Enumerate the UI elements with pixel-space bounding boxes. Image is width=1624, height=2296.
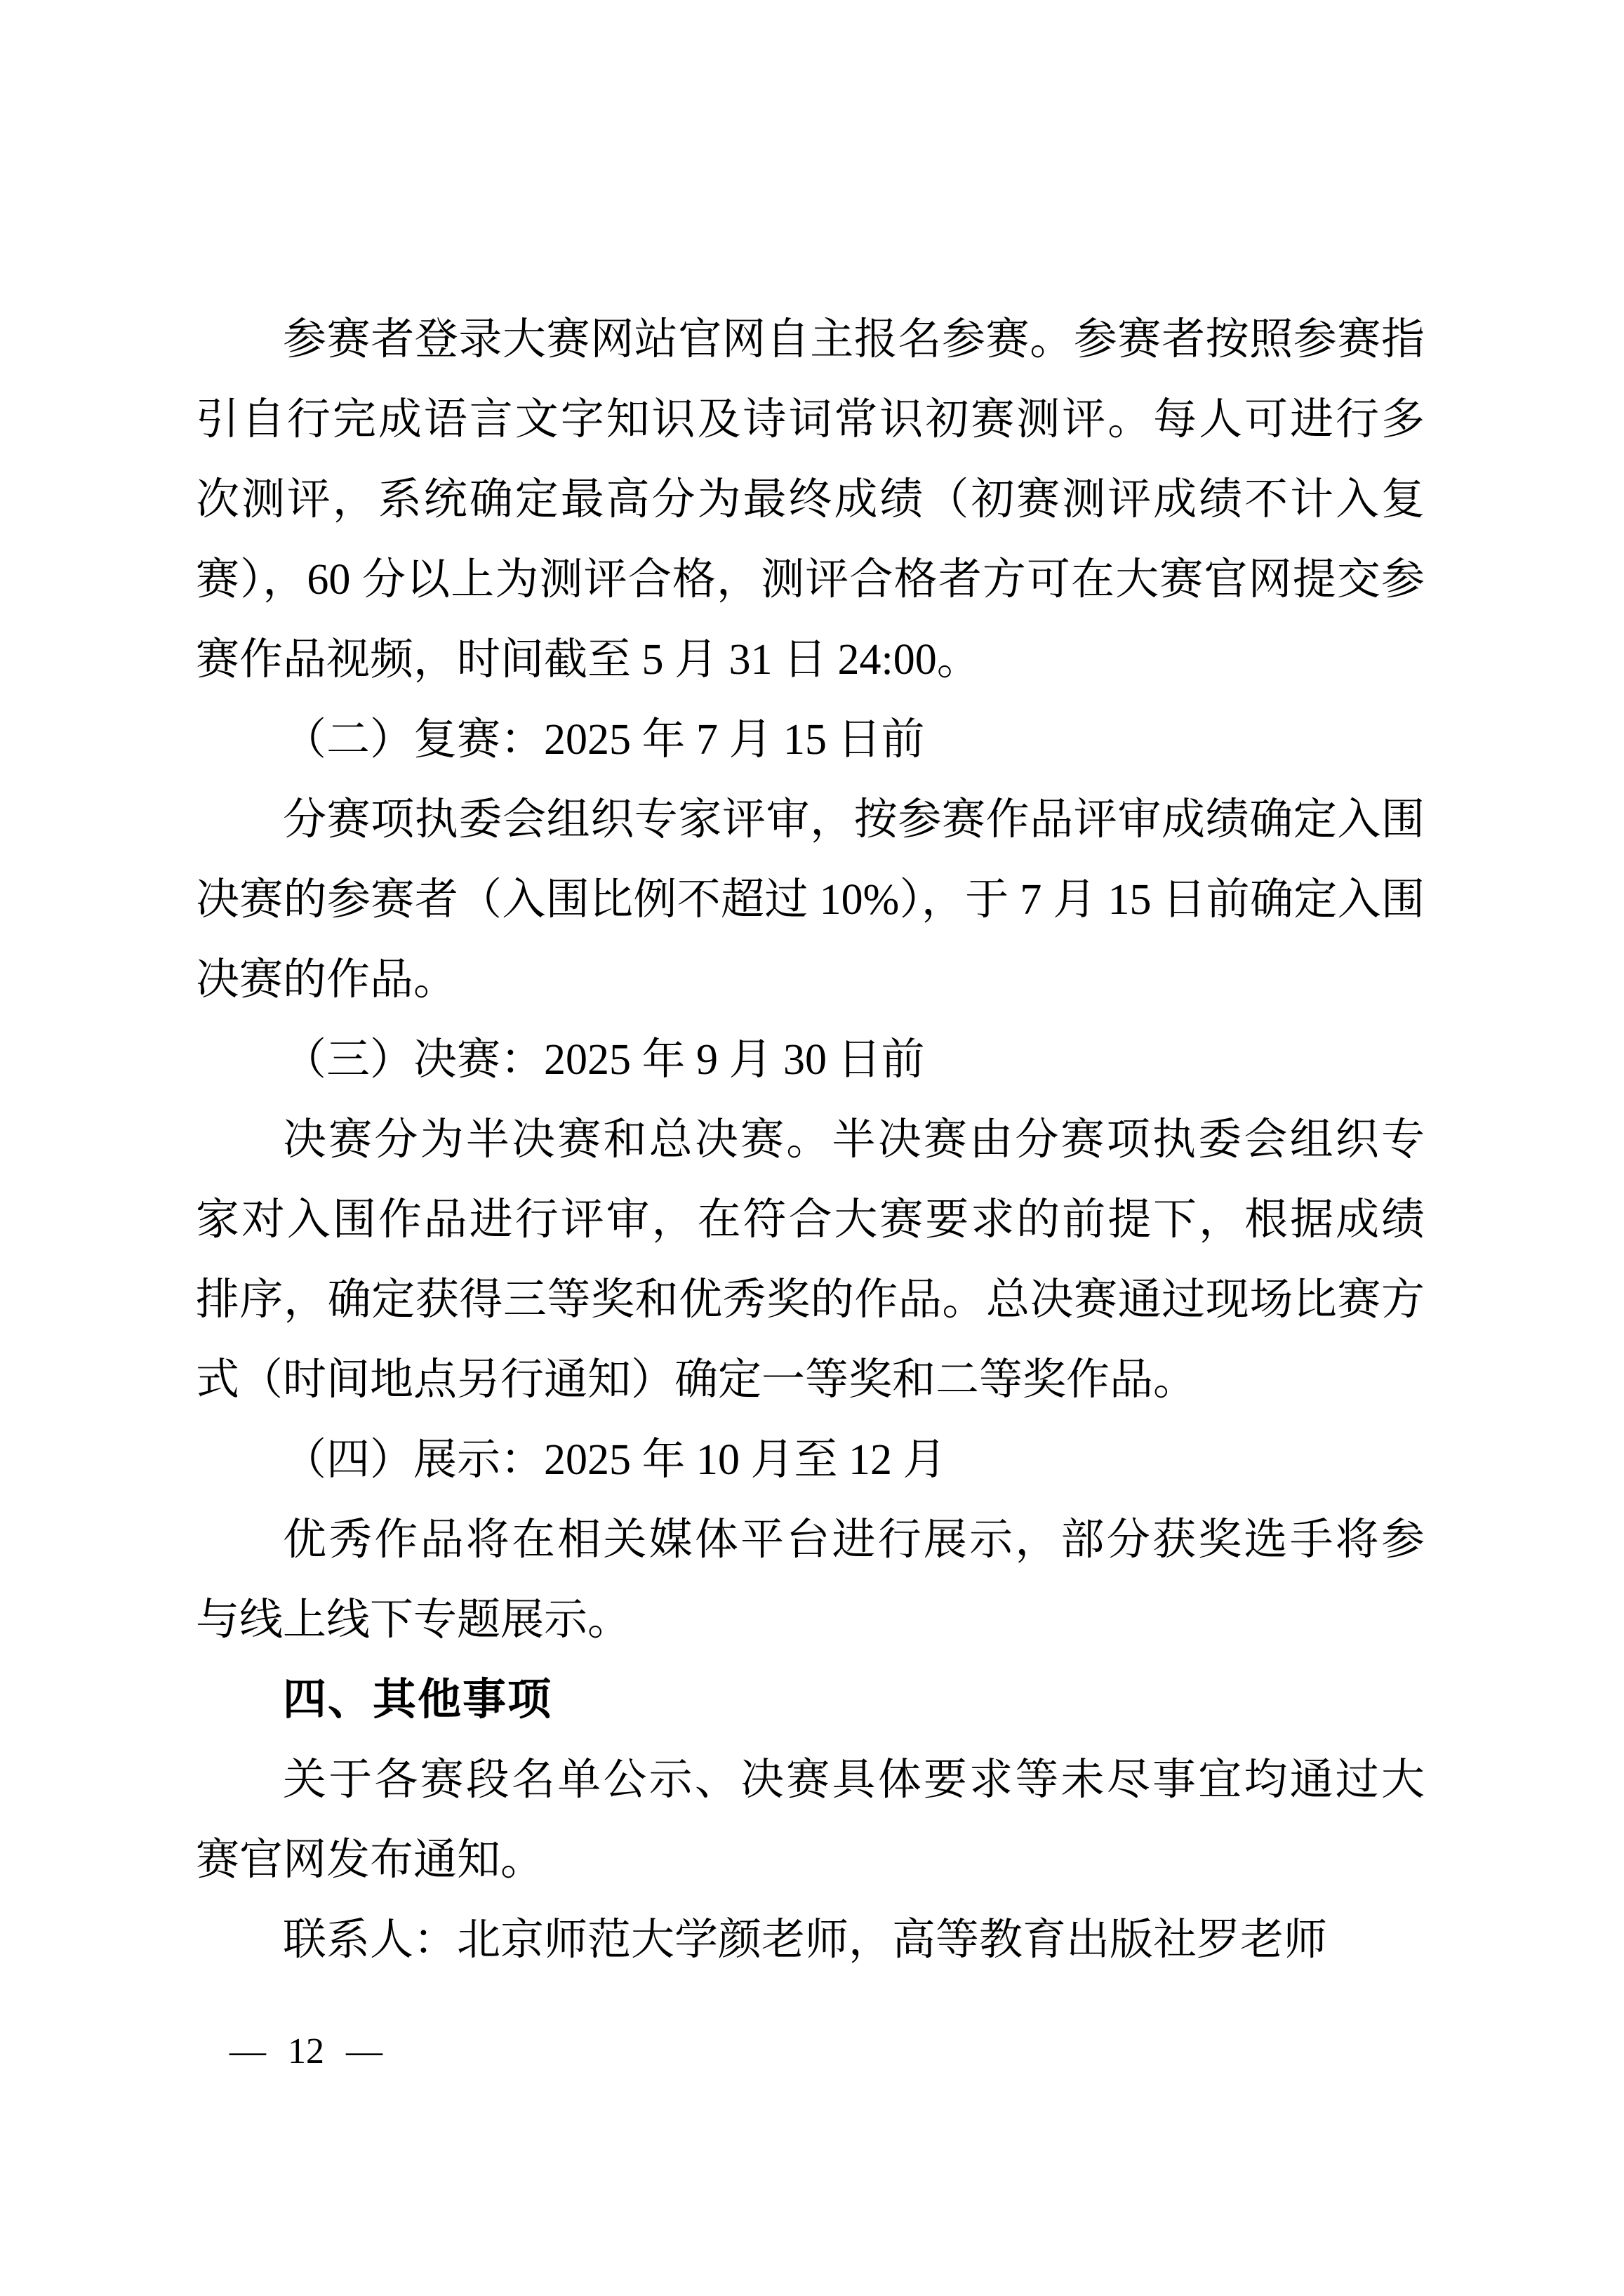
text-line: 式（时间地点另行通知）确定一等奖和二等奖作品。 bbox=[196, 1356, 1197, 1404]
text-line: 决赛的参赛者（入围比例不超过 10%），于 7 月 15 日前确定入围 bbox=[196, 876, 1425, 924]
text-line: 与线上线下专题展示。 bbox=[196, 1596, 632, 1644]
text-line: 决赛分为半决赛和总决赛。半决赛由分赛项执委会组织专 bbox=[283, 1116, 1425, 1164]
subsection-heading-zhanshi: （四）展示：2025 年 10 月至 12 月 bbox=[283, 1436, 947, 1484]
text-line: 次测评，系统确定最高分为最终成绩（初赛测评成绩不计入复 bbox=[196, 476, 1425, 524]
text-line: 引自行完成语言文字知识及诗词常识初赛测评。每人可进行多 bbox=[196, 396, 1425, 444]
text-line: 关于各赛段名单公示、决赛具体要求等未尽事宜均通过大 bbox=[283, 1756, 1425, 1804]
text-line: 赛作品视频，时间截至 5 月 31 日 24:00。 bbox=[196, 636, 980, 684]
text-line: 决赛的作品。 bbox=[196, 956, 458, 1004]
subsection-heading-fusai: （二）复赛：2025 年 7 月 15 日前 bbox=[283, 716, 925, 764]
section-heading-other-matters: 四、其他事项 bbox=[283, 1675, 553, 1724]
subsection-heading-juesai: （三）决赛：2025 年 9 月 30 日前 bbox=[283, 1036, 925, 1084]
text-line: 参赛者登录大赛网站官网自主报名参赛。参赛者按照参赛指 bbox=[283, 316, 1425, 364]
text-line: 排序，确定获得三等奖和优秀奖的作品。总决赛通过现场比赛方 bbox=[196, 1276, 1425, 1324]
text-line: 赛），60 分以上为测评合格，测评合格者方可在大赛官网提交参 bbox=[196, 556, 1425, 604]
document-body bbox=[196, 300, 1425, 1980]
text-line: 优秀作品将在相关媒体平台进行展示，部分获奖选手将参 bbox=[283, 1516, 1425, 1564]
text-line: 赛官网发布通知。 bbox=[196, 1836, 545, 1884]
contact-line: 联系人：北京师范大学颜老师，高等教育出版社罗老师 bbox=[283, 1916, 1328, 1964]
text-line: 家对入围作品进行评审，在符合大赛要求的前提下，根据成绩 bbox=[196, 1196, 1425, 1244]
text-line: 分赛项执委会组织专家评审，按参赛作品评审成绩确定入围 bbox=[283, 796, 1425, 844]
page-number: — 12 — bbox=[229, 2031, 382, 2071]
